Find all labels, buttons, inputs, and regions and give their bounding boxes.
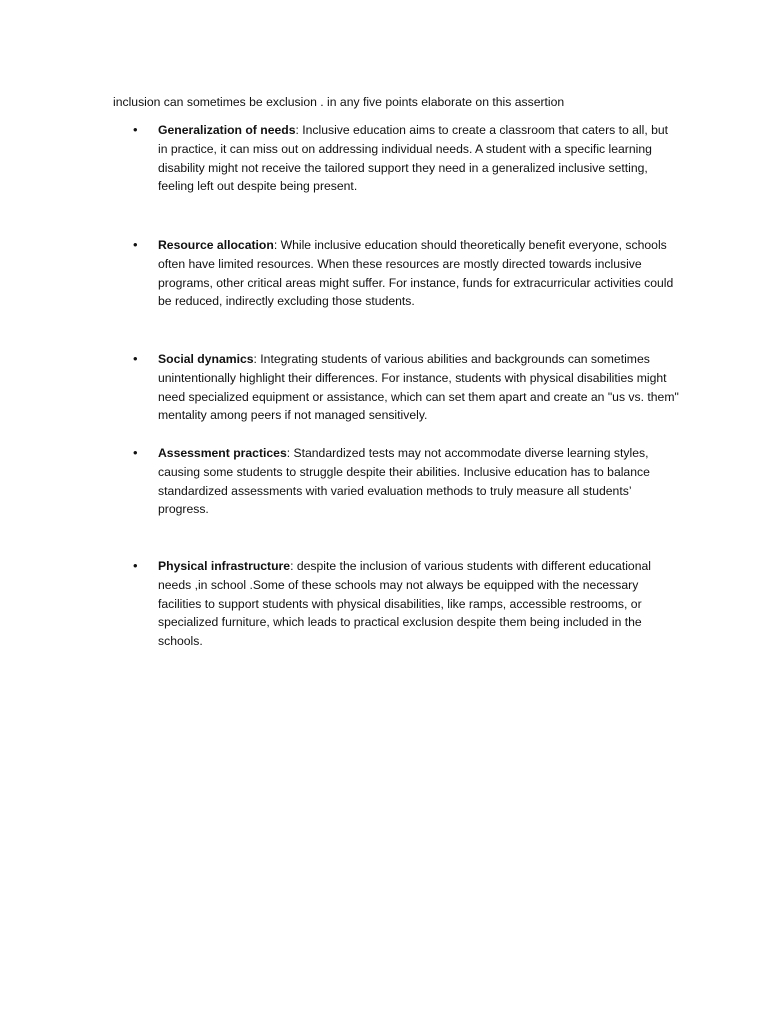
point-heading: Social dynamics — [158, 352, 254, 366]
point-text — [158, 121, 680, 196]
point-heading: Assessment practices — [158, 446, 287, 460]
point-text — [158, 444, 680, 519]
point-text — [158, 350, 680, 425]
bullet-icon: • — [133, 237, 138, 252]
question-text: inclusion can sometimes be exclusion . in any five points elaborate on this assertion — [113, 95, 565, 109]
bullet-icon: • — [133, 122, 138, 137]
point-body: : While inclusive education should theoretically benefit everyone, schools often have limited resources. When these resources are mostly directed towards inclusive programs, other critical areas might suffer. For instance, funds for extracurricular activities could be reduced, indirectly excluding those students. — [158, 238, 674, 309]
point-heading: Generalization of needs — [158, 123, 296, 137]
point-body: : Inclusive education aims to create a classroom that caters to all, but in practice, it can miss out on addressing individual needs. A student with a specific learning disability might not receive the tailored support they need in a generalized inclusive setting, feeling left out despite being present. — [158, 123, 669, 194]
point-heading: Resource allocation — [158, 238, 274, 252]
bullet-icon: • — [133, 351, 138, 366]
bullet-icon: • — [133, 445, 138, 460]
point-text — [158, 557, 680, 651]
bullet-icon: • — [133, 558, 138, 573]
point-body: : Integrating students of various abilities and backgrounds can sometimes unintentionally highlight their differences. For instance, students with physical disabilities might need specialized equipment or assistance, which can set them apart and create an "us vs. them" mentality among peers if not managed sensitively. — [158, 352, 679, 423]
point-text — [158, 236, 680, 311]
point-heading: Physical infrastructure — [158, 559, 291, 573]
point-body: : despite the inclusion of various students with different educational needs ,in school .Some of these schools may not always be equipped with the necessary facilities to support students with physical disabilities, like ramps, accessible restrooms, or specialized furniture, which leads to practical exclusion despite them being included in the schools. — [158, 559, 651, 649]
point-body: : Standardized tests may not accommodate diverse learning styles, causing some students to struggle despite their abilities. Inclusive education has to balance standardized assessments with varied evaluation methods to truly measure all students’ progress. — [158, 446, 650, 517]
